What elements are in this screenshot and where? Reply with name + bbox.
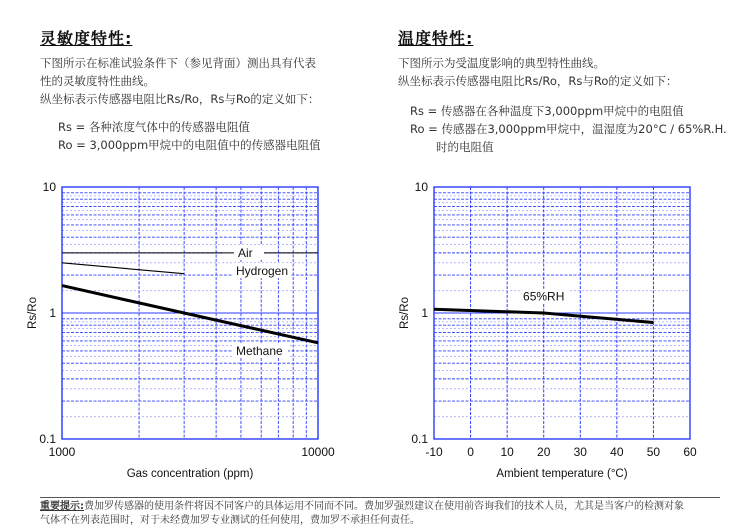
temperature-chart xyxy=(392,178,722,488)
y-tick-label: 10 xyxy=(42,180,56,194)
x-axis-label: Gas concentration (ppm) xyxy=(126,468,254,480)
sensitivity-def-rs: Rs = 各种浓度气体中的传感器电阻值 xyxy=(58,120,250,134)
y-tick-label: 0.1 xyxy=(411,432,428,446)
temperature-desc-line-2: 纵坐标表示传感器电阻比Rs/Ro，Rs与Ro的定义如下： xyxy=(398,74,678,88)
temperature-def-ro: Ro = 传感器在3,000ppm甲烷中，温湿度为20°C / 65%R.H. xyxy=(410,122,727,136)
x-tick-label: 10 xyxy=(500,445,514,459)
x-tick-label: 1000 xyxy=(48,445,76,459)
series-line-hydrogen xyxy=(62,263,184,274)
temperature-def-rs: Rs = 传感器在各种温度下3,000ppm甲烷中的电阻值 xyxy=(410,104,684,118)
x-tick-label: -10 xyxy=(425,445,443,459)
footer-note-key: 重要提示: xyxy=(40,501,84,512)
footer-note-line-1 xyxy=(40,500,684,514)
sensitivity-desc-line-3: 纵坐标表示传感器电阻比Rs/Ro，Rs与Ro的定义如下： xyxy=(40,92,320,106)
series-label-65rh: 65%RH xyxy=(523,289,565,304)
temperature-def-ro-cont: 时的电阻值 xyxy=(436,140,494,154)
temperature-title: 温度特性: xyxy=(398,29,474,48)
y-tick-label: 0.1 xyxy=(39,432,56,446)
footer-note-text: 费加罗传感器的使用条件将因不同客户的具体运用不同而不同。费加罗强烈建议在使用前咨询我们的技术人员，尤其是当客户的检测对象 xyxy=(84,501,684,512)
y-tick-label: 1 xyxy=(49,306,56,320)
plot-area xyxy=(434,187,690,439)
x-tick-label: 0 xyxy=(467,445,474,459)
x-tick-label: 30 xyxy=(573,445,587,459)
x-tick-label: 20 xyxy=(537,445,551,459)
plot-area xyxy=(62,187,318,439)
y-tick-label: 10 xyxy=(414,180,428,194)
x-tick-label: 40 xyxy=(610,445,624,459)
y-axis-label: Rs/Ro xyxy=(27,297,39,329)
footer-divider xyxy=(40,497,720,498)
sensitivity-chart xyxy=(20,178,350,488)
sensitivity-desc-line-2: 性的灵敏度特性曲线。 xyxy=(40,74,155,88)
x-tick-label: 10000 xyxy=(301,445,335,459)
x-axis-label: Ambient temperature (°C) xyxy=(496,468,628,480)
series-label-hydrogen: Hydrogen xyxy=(236,264,289,279)
footer-note-line-2: 气体不在列表范围时，对于未经费加罗专业测试的任何使用，费加罗不承担任何责任。 xyxy=(40,515,420,526)
series-label-air: Air xyxy=(238,245,253,260)
sensitivity-title: 灵敏度特性: xyxy=(40,29,133,48)
sensitivity-def-ro: Ro = 3,000ppm甲烷中的电阻值中的传感器电阻值 xyxy=(58,138,321,152)
x-tick-label: 60 xyxy=(683,445,697,459)
x-tick-label: 50 xyxy=(646,445,661,459)
temperature-desc-line-1: 下图所示为受温度影响的典型特性曲线。 xyxy=(398,56,605,70)
series-label-methane: Methane xyxy=(236,343,283,358)
sensitivity-desc-line-1: 下图所示在标准试验条件下（参见背面）测出具有代表 xyxy=(40,56,316,70)
y-tick-label: 1 xyxy=(421,306,428,320)
y-axis-label: Rs/Ro xyxy=(399,297,411,329)
series-line-methane xyxy=(62,286,318,343)
